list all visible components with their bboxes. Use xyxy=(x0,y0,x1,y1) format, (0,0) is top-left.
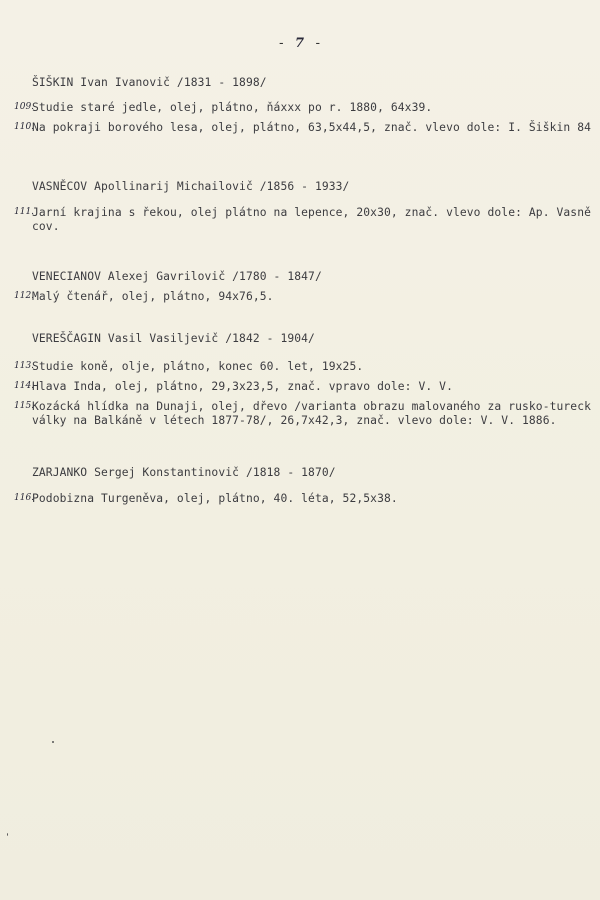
entry-text: Kozácká hlídka na Dunaji, olej, dřevo /varianta obrazu malovaného za rusko-tureck xyxy=(32,400,592,413)
entry-number: 112. xyxy=(14,291,35,301)
entry-number: 113. xyxy=(14,361,35,371)
entry-number: 114. xyxy=(14,381,35,391)
entry-text: Podobizna Turgeněva, olej, plátno, 40. léta, 52,5x38. xyxy=(32,492,398,505)
entry-number: 109. xyxy=(14,102,35,112)
artist-heading: ZARJANKO Sergej Konstantinovič /1818 - 1870/ xyxy=(32,466,336,479)
entry-number: 116. xyxy=(14,493,35,503)
artist-heading: VENECIANOV Alexej Gavrilovič /1780 - 1847/ xyxy=(32,270,322,283)
entry-text: Hlava Inda, olej, plátno, 29,3x23,5, znač. vpravo dole: V. V. xyxy=(32,380,453,393)
artist-heading: VASNĚCOV Apollinarij Michailovič /1856 - 1933/ xyxy=(32,180,350,193)
entry-text-continuation: cov. xyxy=(32,220,60,233)
page-number xyxy=(0,36,600,51)
entry-text: Malý čtenář, olej, plátno, 94x76,5. xyxy=(32,290,274,303)
artist-heading: VEREŠČAGIN Vasil Vasiljevič /1842 - 1904/ xyxy=(32,332,315,345)
entry-number: 111. xyxy=(14,207,35,217)
paper-speck xyxy=(52,741,54,743)
entry-number: 115. xyxy=(14,401,35,411)
entry-text: Jarní krajina s řekou, olej plátno na lepence, 20x30, znač. vlevo dole: Ap. Vasně xyxy=(32,206,592,219)
entry-text: Na pokraji borového lesa, olej, plátno, 63,5x44,5, znač. vlevo dole: I. Šiškin 84 xyxy=(32,121,592,134)
entry-text-continuation: války na Balkáně v létech 1877-78/, 26,7x42,3, znač. vlevo dole: V. V. 1886. xyxy=(32,414,557,427)
entry-text: Studie koně, olje, plátno, konec 60. let, 19x25. xyxy=(32,360,364,373)
artist-heading: ŠIŠKIN Ivan Ivanovič /1831 - 1898/ xyxy=(32,76,267,89)
entry-text: Studie staré jedle, olej, plátno, ňáxxx po r. 1880, 64x39. xyxy=(32,101,433,114)
page-number-handwritten: 7 xyxy=(294,36,306,51)
entry-number: 110. xyxy=(14,122,35,132)
page-number-dash-right: - xyxy=(313,36,323,51)
paper-speck xyxy=(7,833,8,836)
page-number-dash-left: - xyxy=(277,36,287,51)
